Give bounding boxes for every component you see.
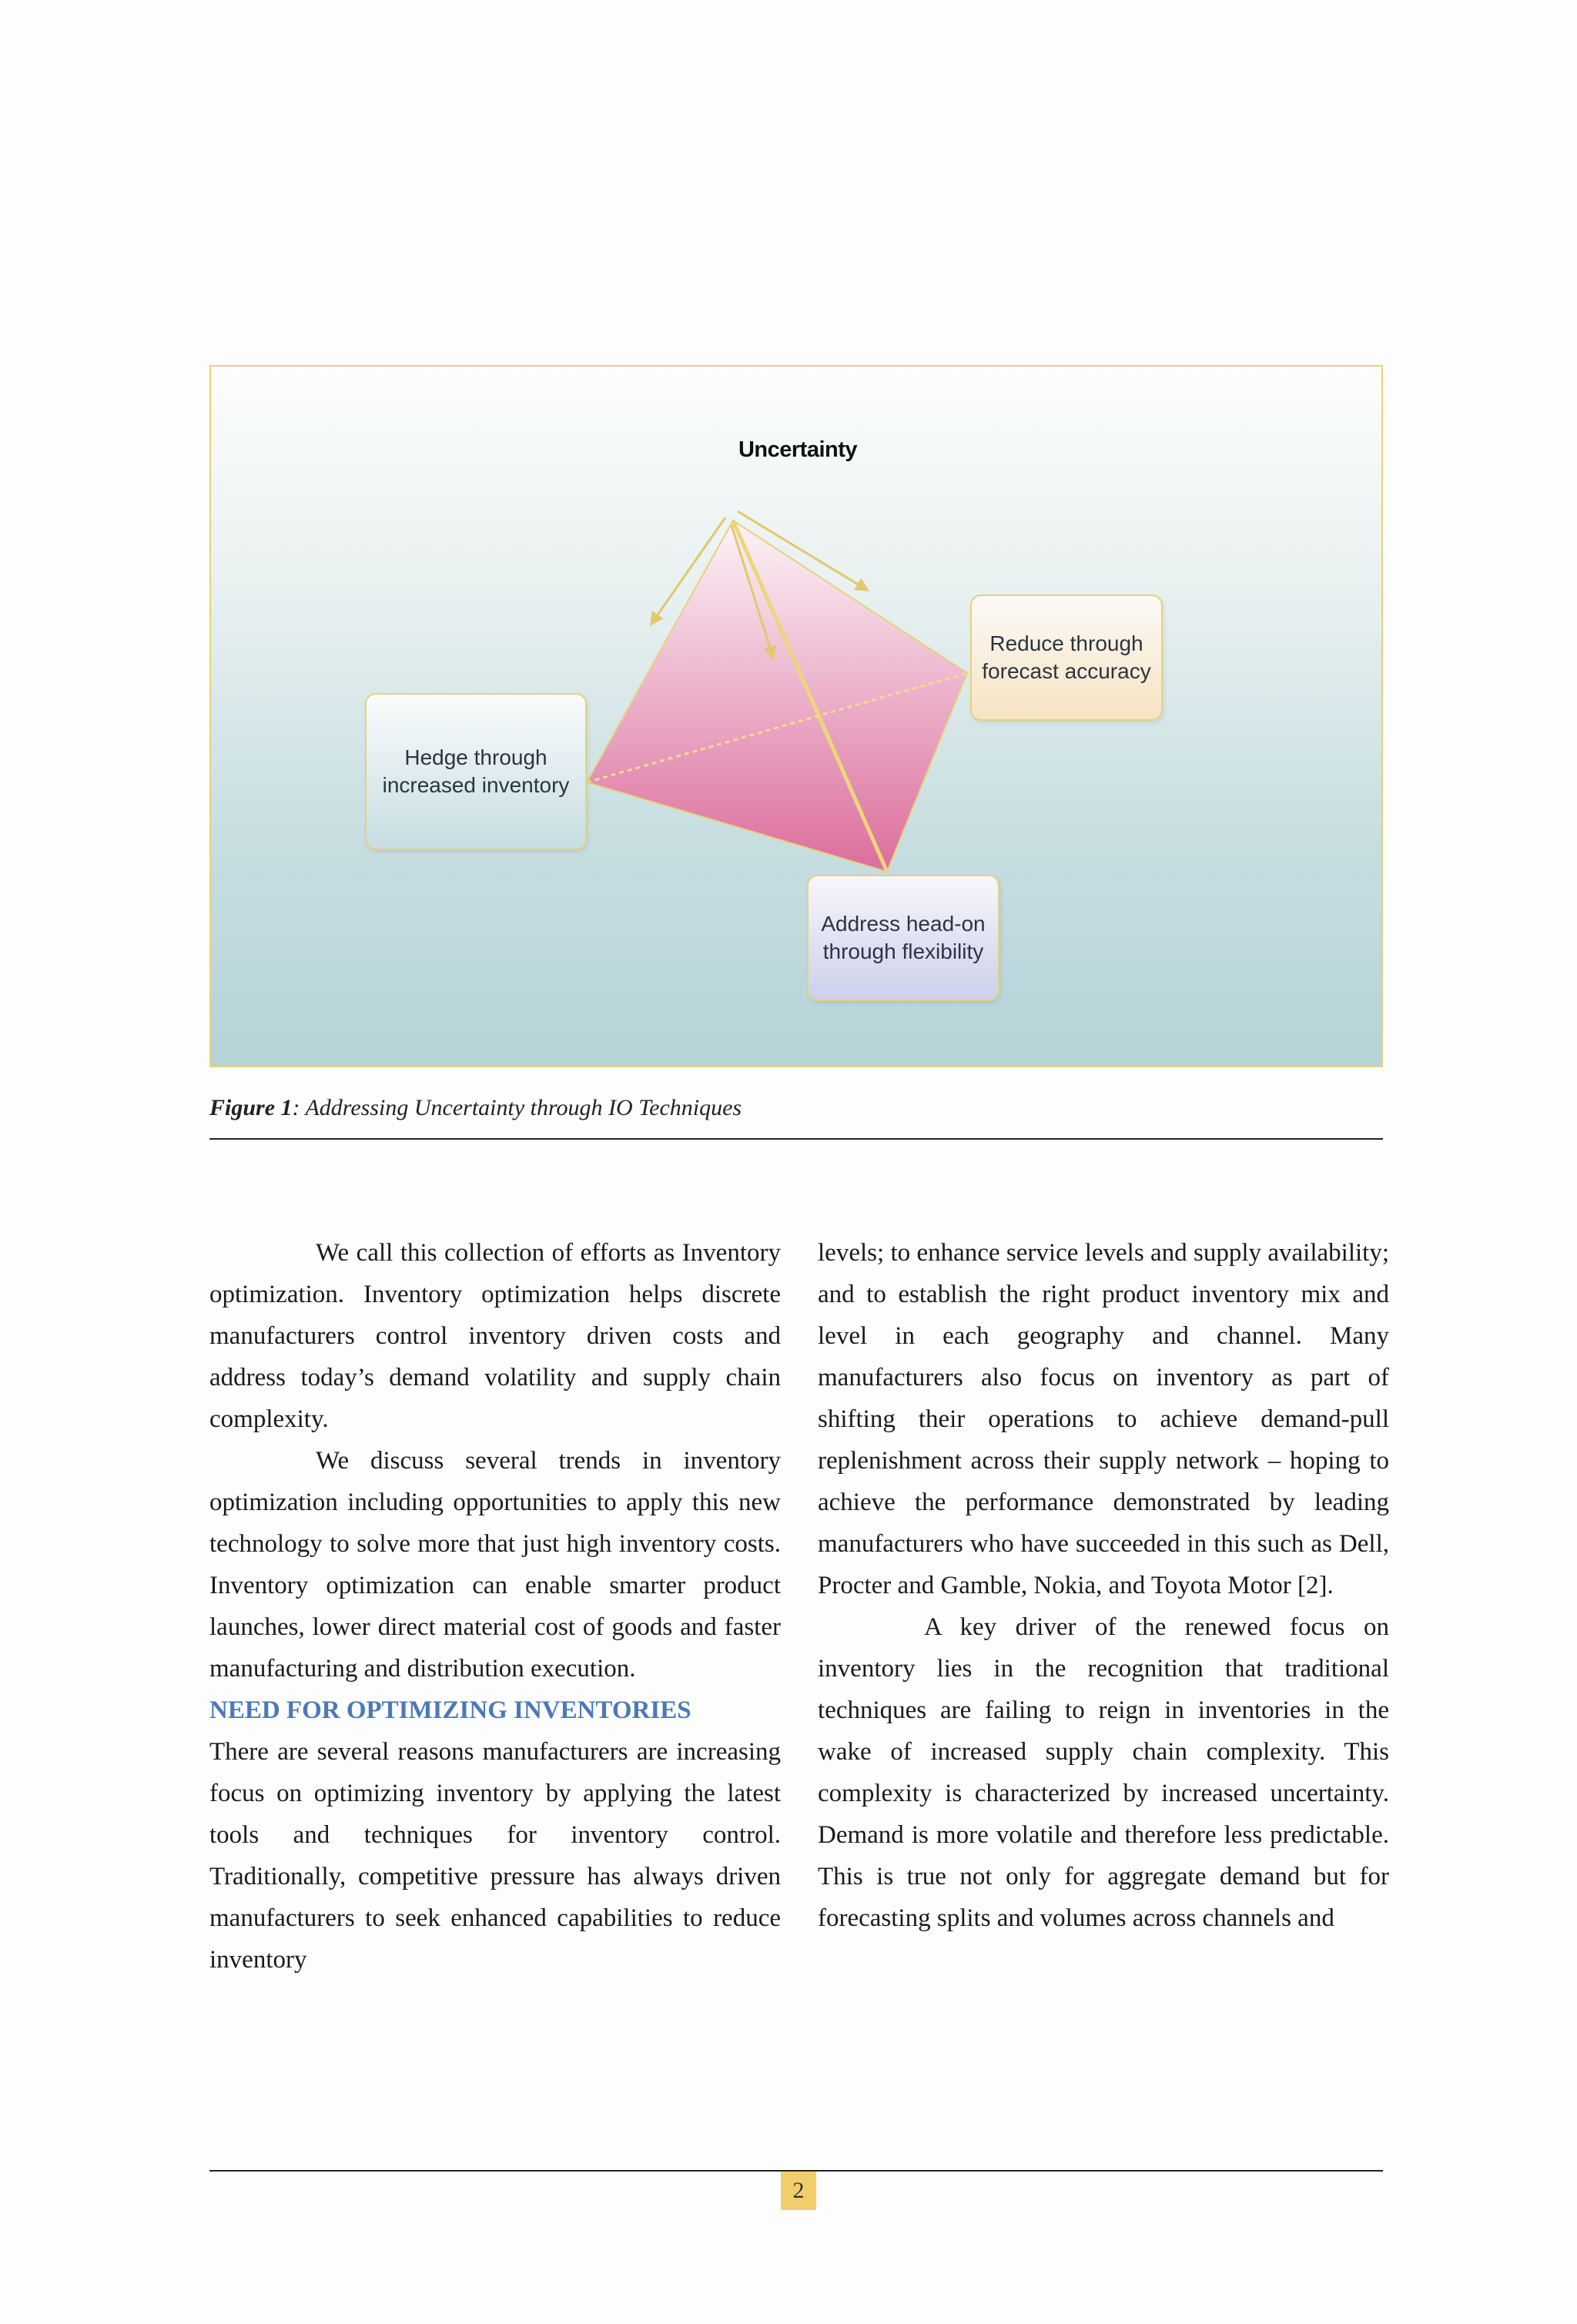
paragraph: levels; to enhance service levels and supply availability; and to establish the right product inventory mix and level in each geography and channel. Many manufacturers also focus on inventory as part of shifting their operations to achieve demand-pull replenishment across their supply network – hoping to achieve the performance demonstrated by leading manufacturers who have succeeded in this such as Dell, Procter and Gamble, Nokia, and Toyota Motor [2]. xyxy=(818,1239,1389,1599)
right-column xyxy=(818,1232,1389,1939)
caption-label: Figure 1 xyxy=(209,1095,293,1120)
address-box: Address head-on through flexibility xyxy=(807,875,999,1001)
page-number: 2 xyxy=(781,2172,816,2210)
figure-panel xyxy=(209,365,1383,1067)
paragraph: A key driver of the renewed focus on inventory lies in the recognition that traditional techniques are failing to reign in inventories in the wake of increased supply chain complexity. This complexity is characterized by increased uncertainty. Demand is more volatile and therefore less predictable. This is true not only for aggregate demand but for forecasting splits and volumes across channels and xyxy=(818,1613,1389,1932)
paragraph: We call this collection of efforts as Inventory optimization. Inventory optimization helps discrete manufacturers control inventory driven costs and address today’s demand volatility and supply chain complexity. xyxy=(209,1239,781,1433)
section-heading: NEED FOR OPTIMIZING INVENTORIES xyxy=(209,1696,691,1724)
figure-title: Uncertainty xyxy=(738,437,858,462)
caption-rule xyxy=(209,1138,1383,1140)
left-column xyxy=(209,1232,781,1981)
hedge-box: Hedge through increased inventory xyxy=(365,693,587,850)
figure-caption xyxy=(209,1095,1383,1121)
paragraph: There are several reasons manufacturers are increasing focus on optimizing inventory by applying the latest tools and techniques for inventory control. Traditionally, competitive pressure has always driven manufacturers to seek enhanced capabilities to reduce inventory xyxy=(209,1738,781,1974)
reduce-box: Reduce through forecast accuracy xyxy=(970,594,1163,721)
paragraph: We discuss several trends in inventory optimization including opportunities to apply this new technology to solve more that just high inventory costs. Inventory optimization can enable smarter product launches, lower direct material cost of goods and faster manufacturing and distribution execution. xyxy=(209,1447,781,1683)
pyramid-shape xyxy=(587,521,967,872)
caption-text: : Addressing Uncertainty through IO Techniques xyxy=(292,1095,742,1120)
